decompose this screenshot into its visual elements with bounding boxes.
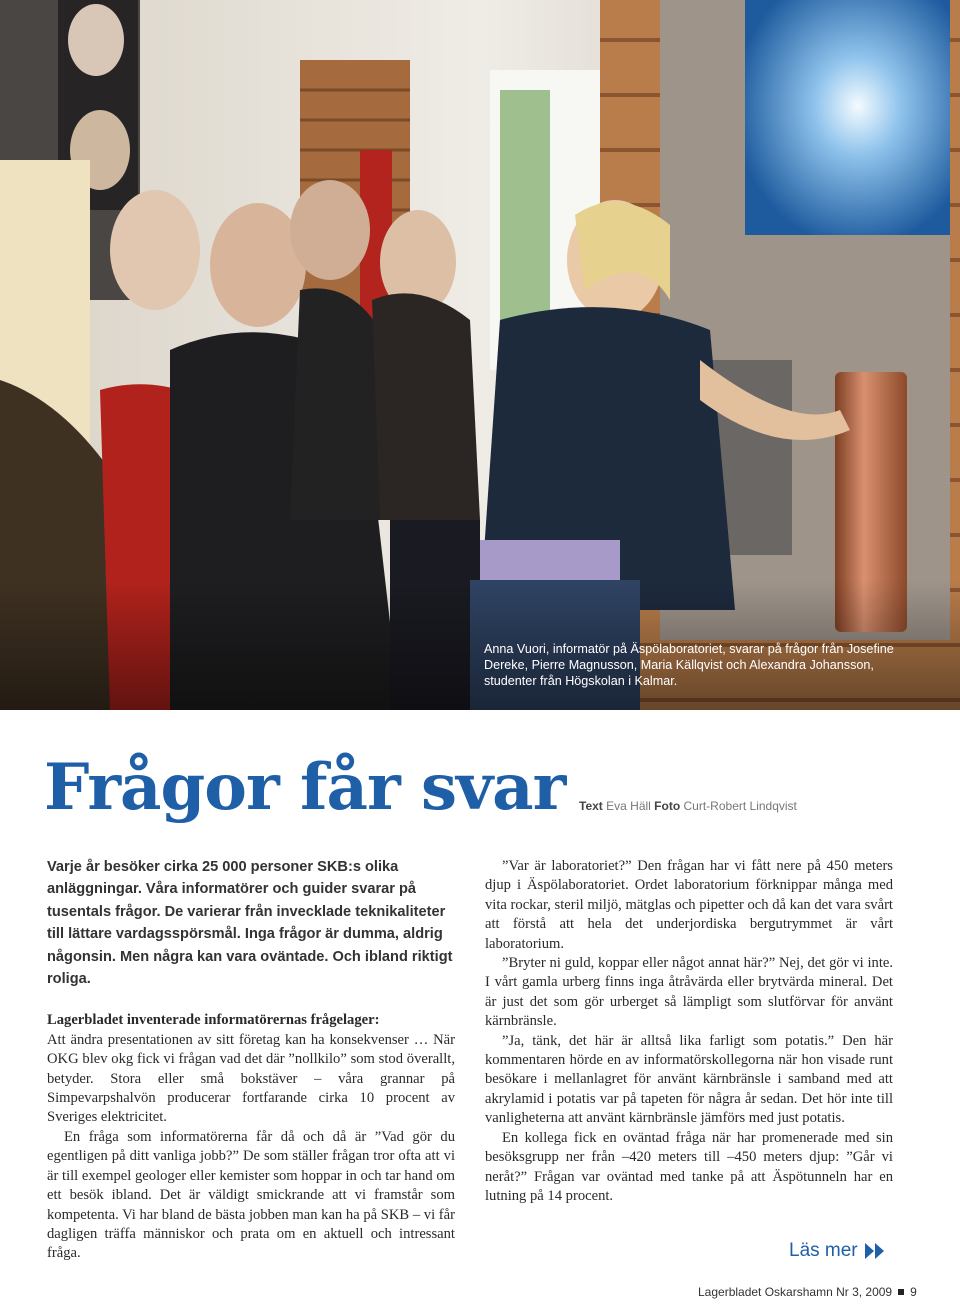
article-ingress: Varje år besöker cirka 25 000 personer SKB:s olika anläggningar. Våra informatörer och guider svarar på tusentals frågor. De varierar från invecklade teknikaliteter till lättare vardagsspörsmål. Inga frågor är dumma, aldrig någonsin. Men några kan vara oväntade. Och ibland riktigt roliga. — [47, 859, 453, 988]
read-more-label: Läs mer — [789, 1240, 858, 1261]
credit-text-author: Eva Häll — [606, 799, 651, 813]
credit-text-label: Text — [579, 799, 603, 813]
page-title: Frågor får svar — [44, 750, 566, 825]
left-column — [47, 856, 455, 1264]
paragraph-left-2: En fråga som informatörerna får då och då är ”Vad gör du egentligen på ditt vanliga jobb?” De som ställer frågan tror ofta att vi är till exempel geologer eller kemister som hoppar in och tar hand om ett besök ibland. Det är väldigt smickrande att vi framstår som kompetenta. Vi har bland de bästa jobben man kan ha på SKB – vi får dagligen träffa människor och prata om en aktuell och intressant fråga. — [47, 1128, 455, 1262]
square-bullet-icon — [898, 1289, 904, 1295]
paragraph-right-3: ”Ja, tänk, det här är alltså lika farligt som potatis.” Den här kommentaren hörde en av informatörskollegorna när hon visade runt besökare i mellanlagret för använt kärnbränsle i samband med att akrylamid i potatis var på tapeten för några år sedan. Det hör inte till vanligheterna att använt kärnbränsle jämförs med just potatis. — [485, 1032, 893, 1127]
byline — [579, 799, 797, 813]
paragraph-left-1: Att ändra presentationen av sitt företag kan ha konsekvenser … När OKG blev okg fick vi frågan vad det där ”nollkilo” som stod överallt, betyder. Stora eller små bokstäver – våra grannar på Simpevarpshalvön producerar fortfarande cirka 10 procent av Sveriges elektricitet. — [47, 1031, 455, 1126]
double-chevron-right-icon — [864, 1243, 886, 1259]
article-subhead: Lagerbladet inventerade informatörernas frågelager: — [47, 1012, 380, 1029]
paragraph-right-1: ”Var är laboratoriet?” Den frågan har vi fått nere på 450 meters djup i Äspölaboratoriet. Ordet laboratorium förknippar många med vita rockar, steril miljö, mätglas och pipetter och då kan det vara svårt att förstå att hela det underjordiska bergutrymmet är vårt laboratorium. — [485, 858, 893, 952]
page-footer — [698, 1285, 917, 1299]
credit-photo-label: Foto — [654, 799, 681, 813]
paragraph-right-2: ”Bryter ni guld, koppar eller något annat här?” Nej, det gör vi inte. I vårt gamla urberg finns inga åtråvärda eller brytvärda mineral. Det är just det som gör urberget så lämpligt som slutförvar för använt kärnbränsle. — [485, 955, 893, 1030]
photo-caption: Anna Vuori, informatör på Äspölaboratoriet, svarar på frågor från Josefine Dereke, Pierre Magnusson, Maria Källqvist och Alexandra Johansson, studenter från Högskolan i Kalmar. — [484, 642, 894, 688]
credit-photo-author: Curt-Robert Lindqvist — [683, 799, 797, 813]
read-more-link[interactable] — [789, 1240, 886, 1262]
right-column — [485, 857, 893, 1206]
page-number: 9 — [910, 1285, 917, 1299]
footer-publication: Lagerbladet Oskarshamn Nr 3, 2009 — [698, 1285, 893, 1299]
paragraph-right-4: En kollega fick en oväntad fråga när har promenerade med sin besöksgrupp ner från –420 meters till –450 meters djup: ”Går vi neråt?” Frågan var oväntad med tanke på att Äspötunneln har en lutning på 14 procent. — [485, 1129, 893, 1204]
